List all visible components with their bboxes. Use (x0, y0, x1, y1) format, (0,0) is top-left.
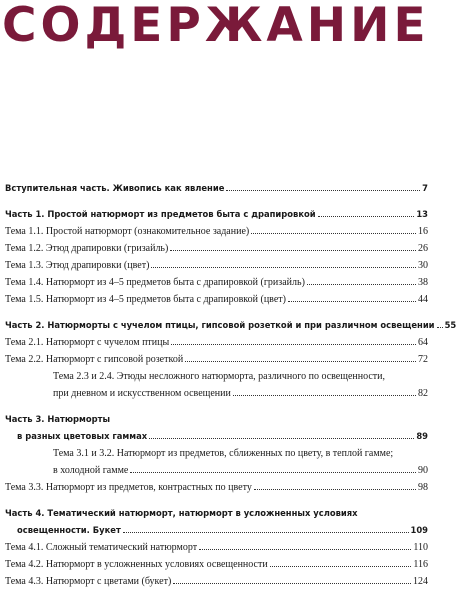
toc-entry-title: в холодной гамме (53, 465, 129, 476)
toc-entry-title: Часть 4. Тематический натюрморт, натюрморт в усложненных условиях (5, 508, 358, 518)
toc-entry-title: Тема 1.5. Натюрморт из 4–5 предметов быта с драпировкой (цвет) (5, 294, 286, 305)
toc-leader-dots (123, 532, 409, 533)
toc-leader-dots (226, 190, 420, 191)
toc-page-number: 124 (413, 576, 428, 587)
toc-page-number: 7 (422, 183, 428, 193)
toc-entry-title: Тема 2.3 и 2.4. Этюды несложного натюрморта, различного по освещенности, (53, 371, 385, 382)
toc-entry-title: Тема 4.3. Натюрморт с цветами (букет) (5, 576, 172, 587)
toc-topic-entry[interactable] (5, 576, 428, 593)
toc-page-number: 116 (413, 559, 428, 570)
toc-leader-dots (171, 344, 416, 345)
toc-entry-title: Тема 4.1. Сложный тематический натюрморт (5, 542, 198, 553)
toc-page-number: 64 (418, 337, 428, 348)
toc-leader-dots (318, 216, 415, 217)
toc-entry-title: Тема 1.4. Натюрморт из 4–5 предметов быта с драпировкой (гризайль) (5, 277, 305, 288)
toc-leader-dots (251, 233, 416, 234)
toc-entry-title: Тема 1.1. Простой натюрморт (ознакомительное задание) (5, 226, 250, 237)
toc-page-number: 90 (418, 465, 428, 476)
toc-leader-dots (170, 250, 416, 251)
toc-leader-dots (173, 583, 411, 584)
toc-leader-dots (185, 361, 416, 362)
toc-page-number: 16 (418, 226, 428, 237)
toc-topic-entry[interactable] (5, 465, 428, 482)
toc-page-number: 98 (418, 482, 428, 493)
table-of-contents (5, 183, 456, 593)
toc-entry-title: Часть 1. Простой натюрморт из предметов быта с драпировкой (5, 209, 316, 219)
toc-leader-dots (151, 267, 416, 268)
toc-entry-title: при дневном и искусственном освещении (53, 388, 231, 399)
toc-topic-entry[interactable] (5, 559, 428, 576)
toc-topic-entry[interactable] (5, 337, 428, 354)
toc-page-number: 44 (418, 294, 428, 305)
toc-page-number: 89 (416, 431, 428, 441)
toc-part-entry[interactable] (5, 414, 428, 431)
toc-entry-title: Часть 2. Натюрморты с чучелом птицы, гипсовой розеткой и при различном освещении (5, 320, 435, 330)
toc-leader-dots (437, 327, 443, 328)
toc-topic-entry[interactable] (5, 482, 428, 499)
page-title: СОДЕРЖАНИЕ (2, 0, 430, 53)
toc-topic-entry[interactable] (5, 260, 428, 277)
toc-part-entry[interactable] (5, 508, 428, 525)
toc-page-number: 38 (418, 277, 428, 288)
toc-part-entry[interactable] (5, 320, 456, 337)
toc-entry-title: Тема 3.3. Натюрморт из предметов, контрастных по цвету (5, 482, 252, 493)
toc-page-number: 110 (413, 542, 428, 553)
toc-entry-title: Часть 3. Натюрморты (5, 414, 111, 424)
toc-part-entry[interactable] (5, 525, 428, 542)
toc-spacer (5, 200, 428, 209)
toc-page-number: 13 (416, 209, 428, 219)
toc-topic-entry[interactable] (5, 542, 428, 559)
toc-entry-title: Тема 3.1 и 3.2. Натюрморт из предметов, сближенных по цвету, в теплой гамме; (53, 448, 394, 459)
toc-topic-entry[interactable] (5, 243, 428, 260)
toc-entry-title: Вступительная часть. Живопись как явление (5, 183, 225, 193)
toc-leader-dots (288, 301, 416, 302)
toc-topic-entry[interactable] (5, 294, 428, 311)
toc-entry-title: Тема 2.1. Натюрморт с чучелом птицы (5, 337, 170, 348)
toc-leader-dots (149, 438, 414, 439)
toc-page-number: 26 (418, 243, 428, 254)
toc-topic-entry[interactable] (5, 226, 428, 243)
toc-page-number: 72 (418, 354, 428, 365)
toc-entry-title: Тема 4.2. Натюрморт в усложненных условиях освещенности (5, 559, 268, 570)
toc-page-number: 82 (418, 388, 428, 399)
toc-entry-title: освещенности. Букет (17, 525, 121, 535)
toc-entry-title: Тема 1.3. Этюд драпировки (цвет) (5, 260, 150, 271)
toc-entry-title: Тема 1.2. Этюд драпировки (гризайль) (5, 243, 169, 254)
toc-entry-title: в разных цветовых гаммах (17, 431, 148, 441)
toc-page-number: 30 (418, 260, 428, 271)
toc-leader-dots (307, 284, 416, 285)
toc-leader-dots (233, 395, 416, 396)
toc-spacer (5, 405, 428, 414)
toc-spacer (5, 499, 428, 508)
toc-leader-dots (199, 549, 411, 550)
toc-page-number: 55 (444, 320, 456, 330)
toc-spacer (5, 311, 428, 320)
toc-part-entry[interactable] (5, 431, 428, 448)
toc-leader-dots (270, 566, 412, 567)
toc-leader-dots (254, 489, 416, 490)
toc-topic-entry[interactable] (5, 371, 428, 388)
toc-topic-entry[interactable] (5, 448, 428, 465)
toc-page-number: 109 (410, 525, 428, 535)
toc-topic-entry[interactable] (5, 388, 428, 405)
toc-entry-title: Тема 2.2. Натюрморт с гипсовой розеткой (5, 354, 184, 365)
toc-topic-entry[interactable] (5, 277, 428, 294)
toc-part-entry[interactable] (5, 183, 428, 200)
toc-topic-entry[interactable] (5, 354, 428, 371)
toc-part-entry[interactable] (5, 209, 428, 226)
toc-leader-dots (130, 472, 416, 473)
